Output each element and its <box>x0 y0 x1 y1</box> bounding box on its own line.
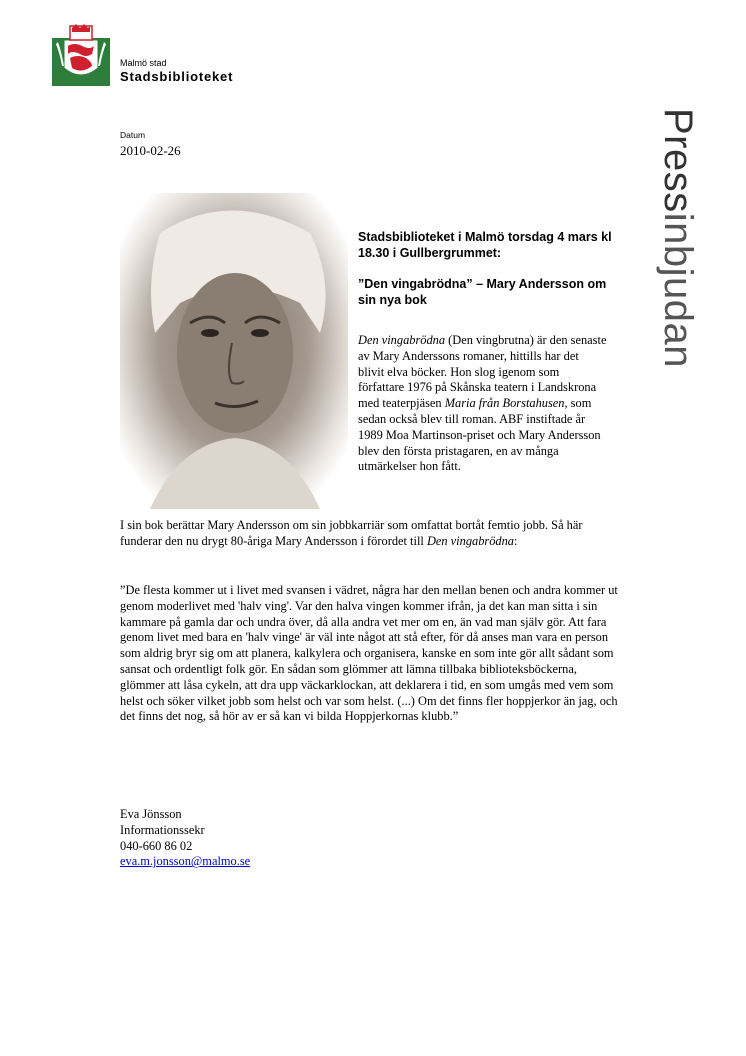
intro-text-2: , som sedan också blev till roman. ABF instiftade år 1989 Moa Martinson-priset och Mary Andersson blev den första pristagaren, en av många utmärkelser hon fått. <box>358 396 601 474</box>
org-name: Stadsbiblioteket <box>120 69 234 84</box>
malmo-coat-of-arms-logo <box>52 24 110 86</box>
contact-title: Informationssekr <box>120 822 205 837</box>
press-label-part2: inbjudan <box>656 212 700 368</box>
date-value: 2010-02-26 <box>120 143 181 158</box>
book-title: Den vingabrödna <box>358 333 446 347</box>
quote-paragraph: ”De flesta kommer ut i livet med svansen i vädret, några har den mellan benen och andra kommer ut genom moderlivet med 'halv ving'. Var den halva vingen kommer ifrån, ja det kan man sitta i sin kammare på gamla dar och undra över, då alla andra vet mer om en, än vad man själv gör. Att fara genom livet med bara en 'halv vinge' är väl inte något att stå efter, för då anses man vara en person som aldrig bryr sig om att planera, kalkylera och organisera, kanske en som inte gör allt sådant som sansat och ordentligt folk gör. En sådan som glömmer att lämna tillbaka biblioteksböckerna, glömmer att låsa cykeln, att dra upp väckarklockan, att deklarera i tid, en som umgås med vem som helst och söker vilket jobb som helst och var som helst. (...) Om det finns fler hoppjerkor än jag, och det finns det nog, så hör av er så kan vi bilda Hoppjerkornas klubb.” <box>120 583 618 724</box>
contact-phone: 040-660 86 02 <box>120 838 193 853</box>
press-invitation-label <box>655 108 701 368</box>
org-city: Malmö stad <box>120 58 167 68</box>
author-portrait-photo <box>120 193 348 509</box>
contact-email-link[interactable]: eva.m.jonsson@malmo.se <box>120 854 251 869</box>
para1-text: I sin bok berättar Mary Andersson om sin jobbkarriär som omfattat bortåt femtio jobb. Så här funderar den nu drygt 80-åriga Mary Andersson i förordet till <box>120 518 583 548</box>
para1-book-title: Den vingabrödna <box>426 533 515 548</box>
headline-event-info: Stadsbiblioteket i Malmö torsdag 4 mars kl 18.30 i Gullbergrummet: <box>358 230 612 260</box>
play-title: Maria från Borstahusen <box>444 396 565 411</box>
contact-block <box>120 807 250 870</box>
intro-text-1: (Den vingbrutna) är den senaste av Mary Anderssons romaner, hittills har det blivit elva böcker. Hon slog igenom som författare 1976 på Skånska teatern i Landskrona med teaterpjäsen <box>358 333 607 411</box>
event-headline <box>358 230 618 324</box>
para1-end: : <box>514 533 518 548</box>
organization-block <box>120 58 233 85</box>
date-label: Datum <box>120 130 146 140</box>
press-label-part1: Press <box>656 108 700 213</box>
intro-paragraph <box>358 333 608 475</box>
headline-title: ”Den vingabrödna” – Mary Andersson om sin nya bok <box>358 277 607 307</box>
body-paragraph-1 <box>120 518 620 550</box>
contact-name: Eva Jönsson <box>120 807 182 821</box>
